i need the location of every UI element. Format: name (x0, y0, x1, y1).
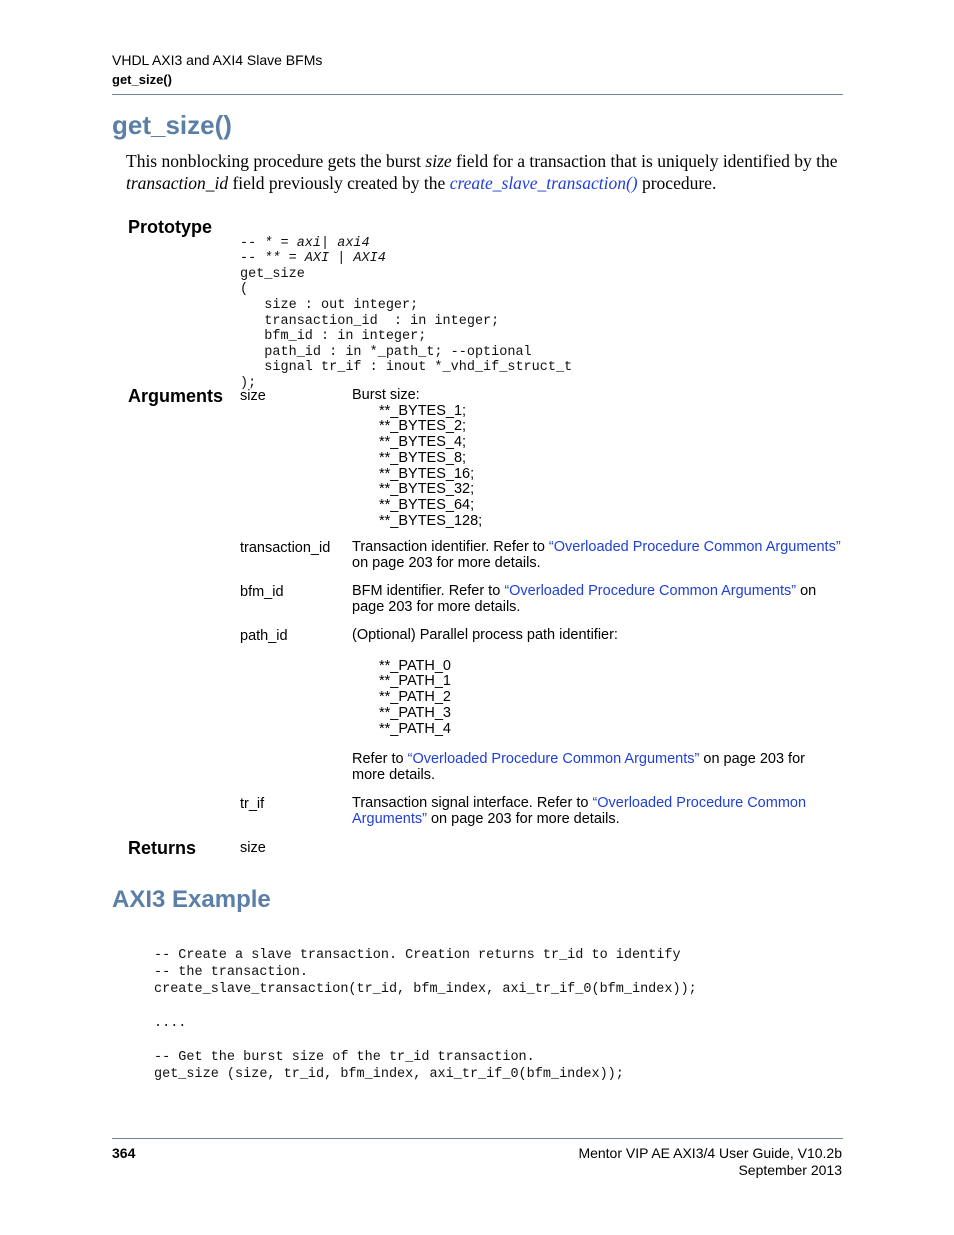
list-item: **_PATH_4 (379, 720, 451, 737)
prototype-line: path_id : in *_path_t; --optional (240, 344, 532, 360)
list-item: **_BYTES_1; (379, 402, 467, 419)
intro-paragraph (126, 150, 846, 194)
code-line: -- the transaction. (154, 965, 308, 980)
footer-doc-info (578, 1145, 842, 1179)
overloaded-args-link[interactable]: “Overloaded Procedure Common Arguments” (407, 751, 700, 768)
prototype-line: bfm_id : in integer; (240, 329, 427, 345)
intro-text-3: field previously created by the (228, 173, 450, 193)
list-item: **_BYTES_64; (379, 496, 475, 513)
list-item: **_PATH_3 (379, 704, 451, 721)
overloaded-args-link[interactable]: “Overloaded Procedure Common Arguments” (352, 795, 807, 827)
arg-path-lead: (Optional) Parallel process path identifier: (352, 627, 618, 643)
overloaded-args-link[interactable]: “Overloaded Procedure Common Arguments” (548, 539, 841, 555)
arg-path-refer: Refer to “Overloaded Procedure Common Arguments” on page 203 for more details. (352, 751, 805, 783)
prototype-line: ( (240, 282, 249, 298)
prototype-line: get_size (240, 266, 305, 282)
arg-name-transaction-id: transaction_id (240, 540, 331, 556)
prototype-line: -- * = axi| axi4 (240, 235, 370, 251)
create-slave-transaction-link[interactable]: create_slave_transaction() (449, 173, 638, 193)
list-item: **_PATH_2 (379, 689, 451, 706)
arg-size-lead: Burst size: (352, 387, 420, 403)
arg-desc-tr-if: Transaction signal interface. Refer to “Overloaded Procedure Common Arguments” on page 203 for more details. (352, 795, 807, 827)
prototype-code (240, 220, 572, 407)
list-item: **_BYTES_8; (379, 449, 467, 466)
example-code (154, 930, 697, 1100)
returns-label: Returns (128, 838, 197, 858)
arg-desc-transaction-id: Transaction identifier. Refer to “Overloaded Procedure Common Arguments” on page 203 for more details. (352, 539, 841, 571)
overloaded-args-link[interactable]: “Overloaded Procedure Common Arguments” (504, 583, 797, 599)
page-title: get_size() (112, 110, 232, 140)
code-line (154, 1032, 697, 1049)
prototype-label: Prototype (128, 217, 213, 237)
running-header-chapter: VHDL AXI3 and AXI4 Slave BFMs (112, 52, 323, 68)
arg-desc-size (352, 388, 842, 529)
code-line: get_size (size, tr_id, bfm_index, axi_tr_if_0(bfm_index)); (154, 1067, 624, 1082)
code-line: .... (154, 1016, 187, 1031)
arg-name-path-id: path_id (240, 628, 288, 644)
header-rule (112, 94, 843, 95)
intro-text-1: This nonblocking procedure gets the burst (126, 151, 426, 171)
running-header-section: get_size() (112, 72, 172, 87)
footer-date: September 2013 (738, 1162, 842, 1178)
arg-desc-path-id (352, 628, 842, 784)
list-item: **_PATH_1 (379, 673, 451, 690)
arg-name-bfm-id: bfm_id (240, 584, 284, 600)
intro-text-2: field for a transaction that is uniquely identified by the (451, 151, 838, 171)
code-line: -- Create a slave transaction. Creation returns tr_id to identify (154, 948, 681, 963)
list-item: **_BYTES_2; (379, 418, 467, 435)
intro-italic-transaction-id: transaction_id (126, 173, 229, 193)
intro-text-4: procedure. (637, 173, 717, 193)
list-item: **_PATH_0 (379, 657, 451, 674)
code-line: create_slave_transaction(tr_id, bfm_index, axi_tr_if_0(bfm_index)); (154, 982, 697, 997)
prototype-line: signal tr_if : inout *_vhd_if_struct_t (240, 360, 573, 376)
prototype-line: size : out integer; (240, 297, 419, 313)
list-item: **_BYTES_4; (379, 434, 467, 451)
code-line: -- Get the burst size of the tr_id transaction. (154, 1050, 535, 1065)
example-title: AXI3 Example (112, 886, 271, 913)
footer-rule (112, 1138, 843, 1139)
list-item: **_BYTES_32; (379, 481, 475, 498)
code-line (154, 998, 697, 1015)
intro-italic-size: size (425, 151, 452, 171)
prototype-line: transaction_id : in integer; (240, 313, 500, 329)
arg-name-size: size (240, 388, 266, 404)
prototype-line: -- ** = AXI | AXI4 (240, 251, 386, 267)
page-number: 364 (112, 1145, 136, 1161)
arg-name-tr-if: tr_if (240, 796, 265, 812)
footer-doc-title: Mentor VIP AE AXI3/4 User Guide, V10.2b (578, 1145, 842, 1161)
arguments-label: Arguments (128, 386, 224, 406)
list-item: **_BYTES_128; (379, 512, 483, 529)
prototype-line: ); (240, 375, 257, 391)
arg-desc-bfm-id: BFM identifier. Refer to “Overloaded Procedure Common Arguments” on page 203 for more details. (352, 583, 817, 615)
returns-value: size (240, 840, 266, 856)
list-item: **_BYTES_16; (379, 465, 475, 482)
